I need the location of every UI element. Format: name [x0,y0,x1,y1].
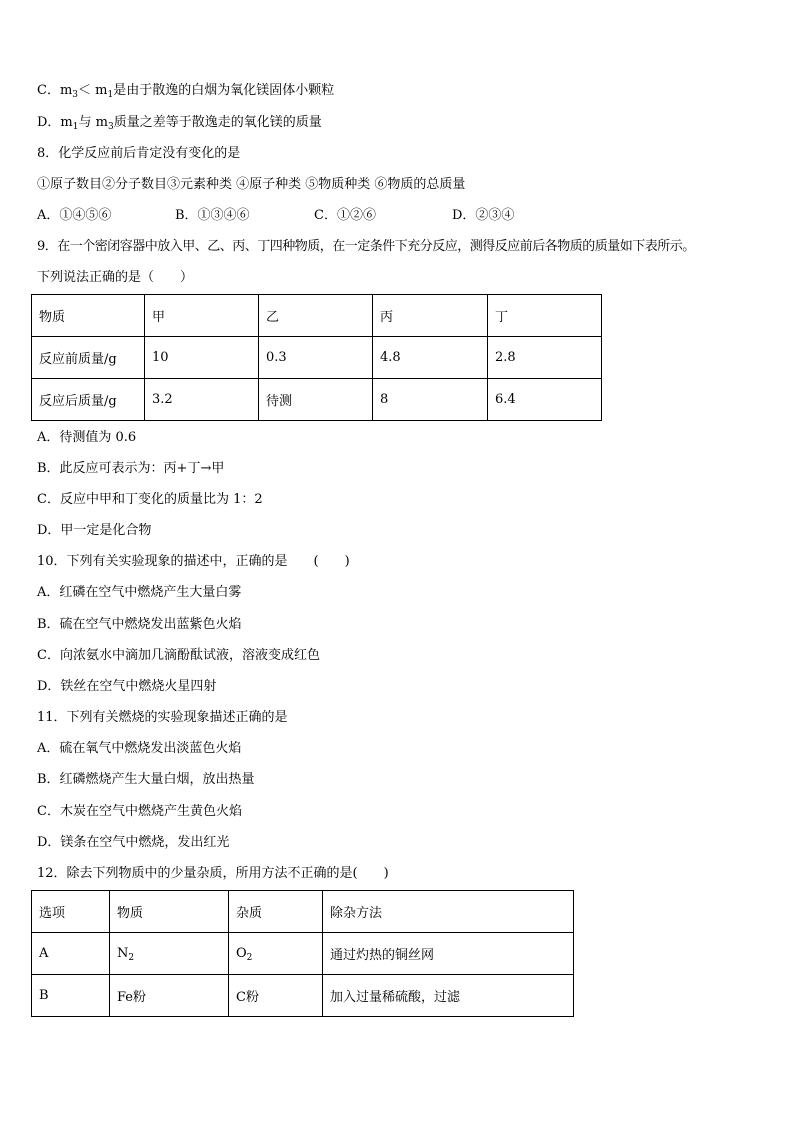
table-cell: 物质 [110,891,229,933]
table-cell: $N_2$ [110,933,229,975]
q10-option-b: B．硫在空气中燃烧发出蓝紫色火焰 [37,617,242,632]
table-cell: 待测 [259,379,373,421]
table-cell: $O_2$ [229,933,323,975]
table-cell: 甲 [145,295,259,337]
q12-stem: 12．除去下列物质中的少量杂质，所用方法不正确的是( ) [37,866,389,881]
q8-options [37,207,514,225]
q9-prompt: 下列说法正确的是（ ） [37,270,194,285]
q8-items: ①原子数目②分子数目③元素种类 ④原子种类 ⑤物质种类 ⑥物质的总质量 [37,177,466,192]
q9-option-b: B．此反应可表示为：丙+丁→甲 [37,461,225,476]
table-row [32,337,602,379]
table-row [32,379,602,421]
table-header-row [32,891,574,933]
q12-table [31,890,574,1017]
table-cell: 3.2 [145,379,259,421]
q11-option-d: D．镁条在空气中燃烧，发出红光 [37,835,230,850]
q9-table [31,294,602,421]
table-cell: 除杂方法 [323,891,574,933]
q8-option-b: B．①③④⑥ [175,208,250,223]
table-cell: 2.8 [488,337,602,379]
table-cell: 通过灼热的铜丝网 [323,933,574,975]
q10-option-c: C．向浓氨水中滴加几滴酚酞试液，溶液变成红色 [37,648,320,663]
q11-option-b: B．红磷燃烧产生大量白烟，放出热量 [37,772,255,787]
table-cell: 物质 [32,295,145,337]
table-header-row [32,295,602,337]
table-cell: 丁 [488,295,602,337]
table-cell: 反应前质量/g [32,337,145,379]
q7-option-d: D．$m_1$与 $m_3$质量之差等于散逸走的氧化镁的质量 [37,115,322,132]
table-cell: 杂质 [229,891,323,933]
q9-option-a: A．待测值为 0.6 [37,430,137,445]
table-row [32,975,574,1017]
table-cell: C粉 [229,975,323,1017]
table-cell: A [32,933,110,975]
table-row [32,933,574,975]
q7-option-c: C．$m_3< m_1$是由于散逸的白烟为氧化镁固体小颗粒 [37,83,335,100]
table-cell: 10 [145,337,259,379]
table-cell: 4.8 [373,337,488,379]
q8-option-a: A．①④⑤⑥ [37,208,112,223]
table-cell: B [32,975,110,1017]
table-cell: 乙 [259,295,373,337]
table-cell: 反应后质量/g [32,379,145,421]
q10-stem: 10．下列有关实验现象的描述中，正确的是 ( ) [37,554,350,569]
q9-stem: 9．在一个密闭容器中放入甲、乙、丙、丁四种物质，在一定条件下充分反应，测得反应前后各物质的质量如下表所示。 [37,239,695,254]
q9-option-d: D．甲一定是化合物 [37,523,152,538]
table-cell: 8 [373,379,488,421]
table-cell: Fe粉 [110,975,229,1017]
q11-option-c: C．木炭在空气中燃烧产生黄色火焰 [37,804,242,819]
q8-stem: 8．化学反应前后肯定没有变化的是 [37,146,241,161]
table-cell: 选项 [32,891,110,933]
q11-stem: 11．下列有关燃烧的实验现象描述正确的是 [37,710,288,725]
q11-option-a: A．硫在氧气中燃烧发出淡蓝色火焰 [37,741,242,756]
table-cell: 0.3 [259,337,373,379]
q8-option-d: D．②③④ [452,208,515,223]
q10-option-a: A．红磷在空气中燃烧产生大量白雾 [37,585,242,600]
table-cell: 6.4 [488,379,602,421]
q10-option-d: D．铁丝在空气中燃烧火星四射 [37,679,217,694]
q9-option-c: C．反应中甲和丁变化的质量比为 1：2 [37,492,263,507]
table-cell: 丙 [373,295,488,337]
q8-option-c: C．①②⑥ [314,208,376,223]
table-cell: 加入过量稀硫酸，过滤 [323,975,574,1017]
